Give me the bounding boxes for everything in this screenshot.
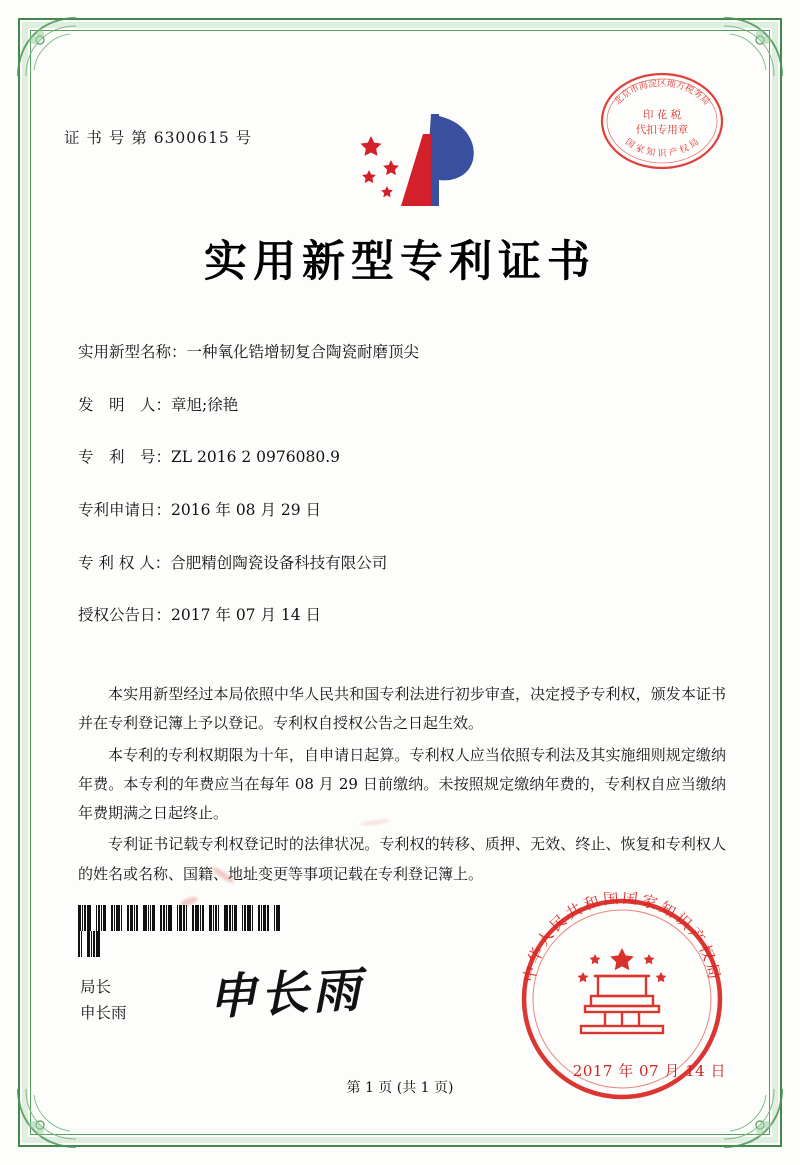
page-title: 实用新型专利证书 bbox=[204, 237, 596, 287]
barcode bbox=[78, 905, 283, 931]
svg-text:国 家 知 识 产 权 局: 国 家 知 识 产 权 局 bbox=[622, 137, 702, 159]
field-value: 章旭;徐艳 bbox=[171, 395, 239, 414]
svg-text:代扣专用章: 代扣专用章 bbox=[635, 124, 689, 136]
field-row bbox=[78, 395, 730, 417]
field-label: 专利申请日： bbox=[78, 501, 172, 520]
field-value: 2016 年 08 月 29 日 bbox=[171, 501, 322, 520]
field-label: 发 明 人： bbox=[78, 395, 172, 414]
field-value: ZL 2016 2 0976080.9 bbox=[171, 448, 340, 467]
page-footer: 第 1 页 (共 1 页) bbox=[346, 1080, 454, 1096]
field-value: 一种氧化锆增韧复合陶瓷耐磨顶尖 bbox=[186, 343, 420, 361]
field-label: 专 利 号： bbox=[78, 448, 172, 467]
seal-date: 2017 年 07 月 14 日 bbox=[572, 1062, 726, 1080]
handwritten-signature: 申长雨 bbox=[206, 961, 366, 1027]
legal-text-block bbox=[78, 680, 726, 891]
field-label: 专 利 权 人： bbox=[78, 553, 171, 572]
paragraph: 本实用新型经过本局依照中华人民共和国专利法进行初步审查，决定授予专利权，颁发本证书并在专利登记簿上予以登记。专利权自授权公告之日起生效。 bbox=[78, 685, 726, 733]
svg-text:印 花 税: 印 花 税 bbox=[642, 109, 682, 121]
field-value: 2017 年 07 月 14 日 bbox=[171, 606, 322, 625]
svg-text:中华人民共和国国家知识产权局: 中华人民共和国国家知识产权局 bbox=[520, 892, 724, 984]
field-row bbox=[78, 605, 730, 627]
certificate-content bbox=[60, 60, 740, 1105]
cnipa-logo-icon bbox=[335, 108, 495, 218]
signature-role: 局长 bbox=[80, 978, 112, 996]
svg-text:北京市海淀区地方税务局: 北京市海淀区地方税务局 bbox=[612, 79, 712, 108]
tax-stamp-seal bbox=[596, 68, 728, 174]
paragraph: 专利证书记载专利权登记时的法律状况。专利权的转移、质押、无效、终止、恢复和专利权人的姓名或名称、国籍、地址变更等事项记载在专利登记簿上。 bbox=[78, 835, 726, 883]
field-row bbox=[78, 500, 730, 522]
signature-name: 申长雨 bbox=[80, 1003, 127, 1022]
field-list bbox=[78, 342, 730, 658]
field-value: 合肥精创陶瓷设备科技有限公司 bbox=[170, 553, 388, 572]
field-label: 授权公告日： bbox=[78, 606, 172, 625]
certificate-number: 证 书 号 第 6300615 号 bbox=[64, 129, 253, 147]
field-row bbox=[78, 553, 730, 575]
field-row bbox=[78, 342, 730, 364]
field-row bbox=[78, 447, 730, 469]
paragraph: 本专利的专利权期限为十年，自申请日起算。专利权人应当依照专利法及其实施细则规定缴纳年费。本专利的年费应当在每年 08 月 29 日前缴纳。未按照规定缴纳年费的，专利权自应当缴纳年费期满之日起终止。 bbox=[78, 745, 726, 822]
signature-block bbox=[80, 975, 127, 1026]
field-label: 实用新型名称： bbox=[78, 343, 187, 361]
